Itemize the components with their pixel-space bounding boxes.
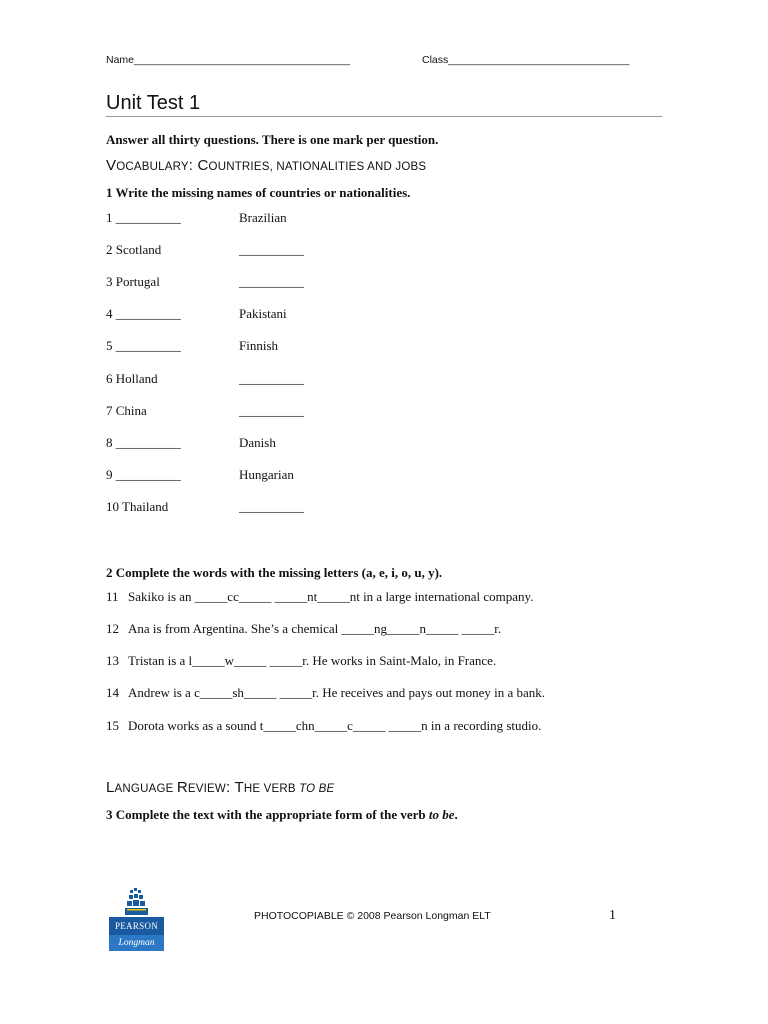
- row-left: 4 __________: [106, 306, 181, 321]
- logo-longman-text: Longman: [109, 935, 164, 951]
- row-right: Hungarian: [239, 467, 294, 482]
- row-right: Pakistani: [239, 306, 287, 321]
- item-number: 13: [106, 653, 119, 668]
- exercise-3-instruction: [106, 807, 458, 823]
- exercise-2-item: [106, 685, 545, 701]
- exercise-1-row: [106, 274, 304, 290]
- exercise-2-item: [106, 589, 533, 605]
- heading-part: L: [106, 779, 115, 796]
- row-left: 7 China: [106, 403, 147, 418]
- exercise-2-item: [106, 653, 496, 669]
- row-left: 5 __________: [106, 338, 181, 353]
- item-text: Ana is from Argentina. She’s a chemical _____ng_____n_____ _____r.: [128, 621, 502, 636]
- heading-part: , NATIONALITIES AND JOBS: [269, 161, 427, 173]
- row-right: Finnish: [239, 338, 279, 353]
- copyright-notice: PHOTOCOPIABLE © 2008 Pearson Longman ELT: [254, 910, 491, 922]
- heading-part: ANGUAGE: [114, 783, 177, 795]
- heading-part: T: [234, 779, 244, 796]
- section-heading-language-review: [106, 779, 334, 796]
- heading-part: HE VERB: [243, 783, 300, 795]
- heading-part: :: [188, 157, 198, 174]
- item-number: 14: [106, 685, 119, 700]
- heading-part: OCABULARY: [116, 161, 189, 173]
- exercise-1-row: [106, 210, 287, 226]
- instruction-prefix: 3 Complete the text with the appropriate form of the verb: [106, 807, 429, 822]
- heading-part: EVIEW: [187, 783, 226, 795]
- row-left: 6 Holland: [106, 371, 158, 386]
- exercise-1-row: [106, 435, 276, 451]
- row-right: __________: [239, 371, 304, 386]
- intro-instruction: Answer all thirty questions. There is one mark per question.: [106, 132, 439, 147]
- exercise-1-instruction: 1 Write the missing names of countries or nationalities.: [106, 185, 411, 200]
- row-right: Danish: [239, 435, 276, 450]
- heading-part: :: [225, 779, 235, 796]
- row-right: __________: [239, 499, 304, 514]
- heading-part: C: [197, 157, 209, 174]
- heading-part: TO BE: [299, 783, 335, 795]
- exercise-1-row: [106, 499, 304, 515]
- logo-emblem-icon: [109, 887, 164, 917]
- exercise-2-instruction: 2 Complete the words with the missing letters (a, e, i, o, u, y).: [106, 565, 443, 580]
- row-left: 10 Thailand: [106, 499, 169, 514]
- exercise-1-row: [106, 338, 279, 354]
- heading-part: OUNTRIES: [208, 161, 270, 173]
- item-text: Dorota works as a sound t_____chn_____c_____ _____n in a recording studio.: [128, 718, 542, 733]
- row-right: __________: [239, 242, 304, 257]
- heading-part: V: [106, 157, 117, 174]
- section-heading-vocabulary: [106, 157, 426, 174]
- heading-part: R: [176, 779, 188, 796]
- page-number: 1: [609, 908, 616, 923]
- row-left: 8 __________: [106, 435, 181, 450]
- exercise-1-row: [106, 242, 304, 258]
- exercise-1-row: [106, 306, 287, 322]
- row-right: __________: [239, 274, 304, 289]
- pearson-longman-logo: [109, 887, 164, 951]
- row-left: 1 __________: [106, 210, 181, 225]
- row-left: 3 Portugal: [106, 274, 160, 289]
- name-field-label: Name_____________________________________: [106, 54, 351, 66]
- item-text: Sakiko is an _____cc_____ _____nt_____nt in a large international company.: [128, 589, 534, 604]
- instruction-verb: to be: [428, 807, 455, 822]
- row-left: 9 __________: [106, 467, 181, 482]
- item-number: 15: [106, 718, 119, 733]
- title-divider: [106, 116, 662, 117]
- item-number: 12: [106, 621, 119, 636]
- exercise-2-item: [106, 718, 541, 734]
- exercise-1-row: [106, 403, 304, 419]
- logo-pearson-text: PEARSON: [109, 917, 164, 935]
- class-field-label: Class_______________________________: [422, 54, 630, 66]
- item-text: Tristan is a l_____w_____ _____r. He works in Saint-Malo, in France.: [128, 653, 497, 668]
- page-title: Unit Test 1: [106, 92, 201, 114]
- item-text: Andrew is a c_____sh_____ _____r. He receives and pays out money in a bank.: [128, 685, 545, 700]
- logo-emblem: [109, 887, 164, 917]
- instruction-suffix: .: [454, 807, 458, 822]
- row-left: 2 Scotland: [106, 242, 162, 257]
- exercise-1-row: [106, 467, 294, 483]
- item-number: 11: [106, 589, 119, 604]
- row-right: Brazilian: [239, 210, 287, 225]
- exercise-1-row: [106, 371, 304, 387]
- exercise-2-item: [106, 621, 501, 637]
- row-right: __________: [239, 403, 304, 418]
